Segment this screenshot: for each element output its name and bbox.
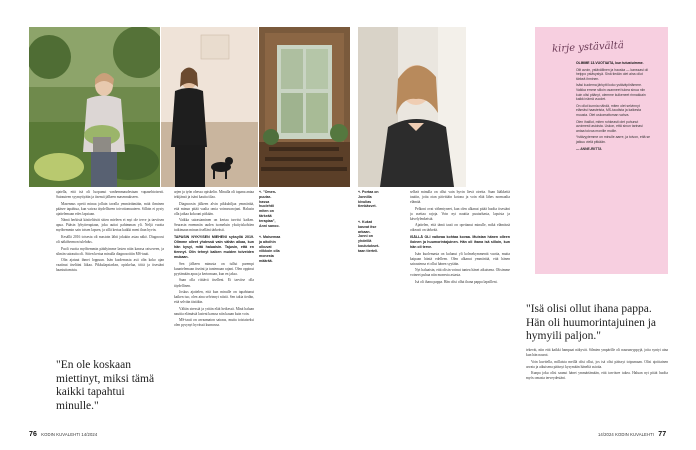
- paragraph: Joskus ajattelen, että kun minulle on tapahtunut kaiken tuo, olen aina selvinnyt niistä. Sen takia tiedän, että selviän tästäkin.: [174, 290, 254, 305]
- paragraph: Isä oli ihana pappa. Hän olisi ollut ihana pappa lapsilleni.: [415, 279, 498, 284]
- sidebar-paragraph: Olit avoin, ystävällinen ja hauska — kanssasi oli helppo ystävystyä. Sinä tiedän olet aina ollut tärkeä ihminen.: [576, 67, 648, 81]
- photo-caption-4: ↖ Kukat kasvat itse arkaan. Jonni on yhdeillä koulutukset- taan tierteli.: [358, 220, 380, 253]
- friend-letter-sidebar: [535, 27, 668, 274]
- sidebar-paragraph: Isäsi kuolema järkytti koko ystäväpiiriämme. Vaikka emme silloin osanneet tukea sinua niin kuin olisi pitänyt, olemme kulkeneet rinnakkain kaikki nämä vuodet.: [576, 83, 646, 102]
- paragraph: Pelkoni ovat vähentyneet, kun olen alkanut pitää huolta itsestäni ja asettaa rajoja. Voin nyt nauttia puutarhasta, lapsista ja kävelylenkeistä.: [410, 206, 510, 221]
- sidebar-paragraph: On ollut kunnia nähdä, miten olet selvinnyt elämäsi haasteista, MS-taudista ja kaikesta muusta. Olet uskomattoman vahva.: [576, 103, 642, 117]
- photo-woman-portrait: [358, 27, 466, 187]
- paragraph: Kunpa joku olisi saanut hänet ymmärtämään, että tarvitsee tukea. Haluan nyt pitää huolta myös omasta terveydestäni.: [526, 371, 668, 381]
- paragraph: Olin ajatuut ihmei loppuun. Isän kuolemasta asti olin koko ajan vaatinut itseltäni liikaa. Pikkulapsiarkea, opiskelua, töitä ja itsestäni haastuttamista.: [56, 258, 164, 273]
- left-col-2: [174, 190, 254, 426]
- paragraph: ajatella, että isä oli luopunut vanhemmaudestaan vapaaehtoisesti. Sairauteen syymyttyään ja itsensä jälkeen masennukseen.: [56, 190, 164, 200]
- photo-garden-woman: [29, 27, 160, 187]
- sidebar-title: kirje ystävältä: [551, 40, 625, 55]
- paragraph: Voin kuvitella, millaista meillä olisi ollut, jos isä olisi päässyt toipumaan. Olisi ajoittainen arvata ja aikuisena päässyt kysymään häneltä asioita.: [526, 359, 668, 369]
- paragraph: Diagnoosin jälkeen alvin pikkuhiljaa ymmärtää, että minun pitää vaalia omia voimavarojani. Halusin olla jatkaa kokoani pitkään.: [174, 201, 254, 216]
- paragraph: selkeä minulla on ollut vain hyvin lievä oireita. Saan lääkkeitä tautiin, joita otan päivittäin kotona ja voin elää lähes normaalia elämää.: [410, 190, 510, 205]
- paragraph: Ajattelen, että tämä tauti on opettanut minulle, mikä elämässä oikeasti on tärkeää.: [410, 223, 510, 233]
- paragraph: Kesällä 2016 toisesta oli mastoin lähti jokakin asiaa näkö. Diagnoosi oli näköhermon tulehdus.: [56, 234, 164, 245]
- photo-doorway-stairs: [259, 27, 350, 187]
- section-lead: ISÄLLÄ OLI vaikeaa kohtaa kovaa. Muistan hänen olleen iloinen ja huumorintajuinen. Hän oli ihana isä silloin, kun hän oli terve.: [410, 234, 510, 250]
- left-footer-label: KODIN KUVALEHTI 14/2024: [41, 432, 98, 437]
- paragraph: Nämä herkistä käsiteltävät sitten mieleen ei myi ole terve ja tarvitsen apua. Pääsin lyhytterapiaan, joka auttoi pahimman yli. Neljä vuotta myöhemmin sain toisen lapsen, ja sillä kertaa kaikki meni ihan hyvin.: [56, 218, 164, 233]
- photo-caption-2: ↖ Maisemaa ja aitoihin olkuvat viikkoin olla monesta määrää.: [259, 235, 281, 263]
- photo-caption-1: ↖ "Omen- puutar- hassa huolehtii miten on tärkeää terapiaa", Anni sanoo.: [259, 190, 280, 228]
- paragraph: Puoli vuotta myöhemmin päädyimme lasten näin kanssa ratsoveen, ja silmän sairautta oli. Sitten kertaa minulla diagnosoitiin MS-tauti.: [56, 246, 164, 256]
- paragraph: arjen ja työn ohessa opiskelin. Minulla oli tapana antaa tekijänsä ja isäni kautta tilaa.: [174, 190, 254, 200]
- sidebar-paragraph: Olen ihaillut, miten rohkeasti olet puhunut avoimesti asioista. Uskon, että sinun tarinasi antaa toivoa monille muille.: [576, 119, 643, 133]
- sidebar-lead: OLIMME 13-VUOTIAITA, kun tutustuimme.: [576, 61, 644, 65]
- sidebar-paragraph: Ystävyytemme on minulle aarre, ja toivon, että se jatkuu vielä pitkään.: [576, 135, 651, 144]
- paragraph: Vaikka sairastaminen on kertaa tarvitsi kaiken. Seurasin enemmän uuden isomeluin yksityiskohtien tutkimaan minun itselläni tärkeästi.: [174, 218, 254, 233]
- pull-quote-right: "Isä olisi ollut ihana pappa. Hän oli huumorintajuinen ja hymyili paljon.": [526, 303, 656, 342]
- right-col-4: [526, 348, 668, 426]
- paragraph: Vältän stressiä ja yritän elää hetkessä. Minä haluan nauttia elämästä lasteni kanssa niin kauan kuin voin.: [174, 306, 254, 316]
- photo-woman-with-dog: [161, 27, 258, 187]
- paragraph: tekevät, niin että kaikki hampaat näkyvät. Silmien ympärille oli naurunryppyjä, joita syntyi aina kun hän nauroi.: [526, 348, 668, 358]
- pull-quote-left: "En ole koskaan miettinyt, miksi tämä kaikki tapahtui minulle.": [56, 359, 155, 412]
- left-col-1: [56, 190, 164, 360]
- left-page-number: 76: [29, 431, 37, 438]
- right-footer: [598, 431, 666, 438]
- sidebar-body: [576, 61, 652, 145]
- paragraph: Nyt haluaisin, että olisin voinut tuntea hänet aikuisena. Olisimme voineet puhua niin monesta asiasta.: [410, 268, 510, 278]
- right-footer-label: 14/2024 KODIN KUVALEHTI: [598, 432, 654, 437]
- paragraph: Saan olla riittävä itselleni. Ei tarvitse olla täydellinen.: [174, 278, 254, 288]
- paragraph: Isän kuolemasta on kulunut yli kolmekymmentä vuotta, mutta kaipaan häntä edelleen. Olen alkanut ymmärtää, että hänen sairautensa ei ollut hänen syytään.: [410, 251, 510, 266]
- photo-caption-3: ↖ Portaa on Jonnilla kivulias tienkäsvet.: [358, 190, 379, 209]
- paragraph: Sen jälkeen minusta on tullut parempi kuuntelemaan itseäni ja tuntemaan rajani. Olen oppinut pyytämään apua ja kertomaan, kun en jaksa.: [174, 261, 254, 276]
- paragraph: Masennus opetti minua jollain tavalla ymmärtämään, mitä ihminen pääsee tapahtua, kun vaivaa täydelliseen toivottomuuteen. Silloin ei pysty ajattelemaan edes lapsiaan.: [56, 201, 164, 216]
- right-page-number: 77: [658, 431, 667, 438]
- paragraph: MS-tauti on arvaamaton sairaus, mutta toistaiseksi olen pysynyt hyvässä kunnossa.: [174, 318, 254, 328]
- left-footer: [29, 431, 97, 438]
- right-col-3: [410, 190, 510, 426]
- section-lead: TAPASIN NYKYISEN MIEHENI syksyllä 2019. Olimme olleet yhdessä vain vähän aikaa, kun hän kysyi, mitä haluaisin. Tajusin, että en tiennyt. Olin tehnyt kaiken muiden toiveiden mukaan.: [174, 234, 254, 260]
- sidebar-author: — ANNE-RIITTA: [576, 146, 602, 151]
